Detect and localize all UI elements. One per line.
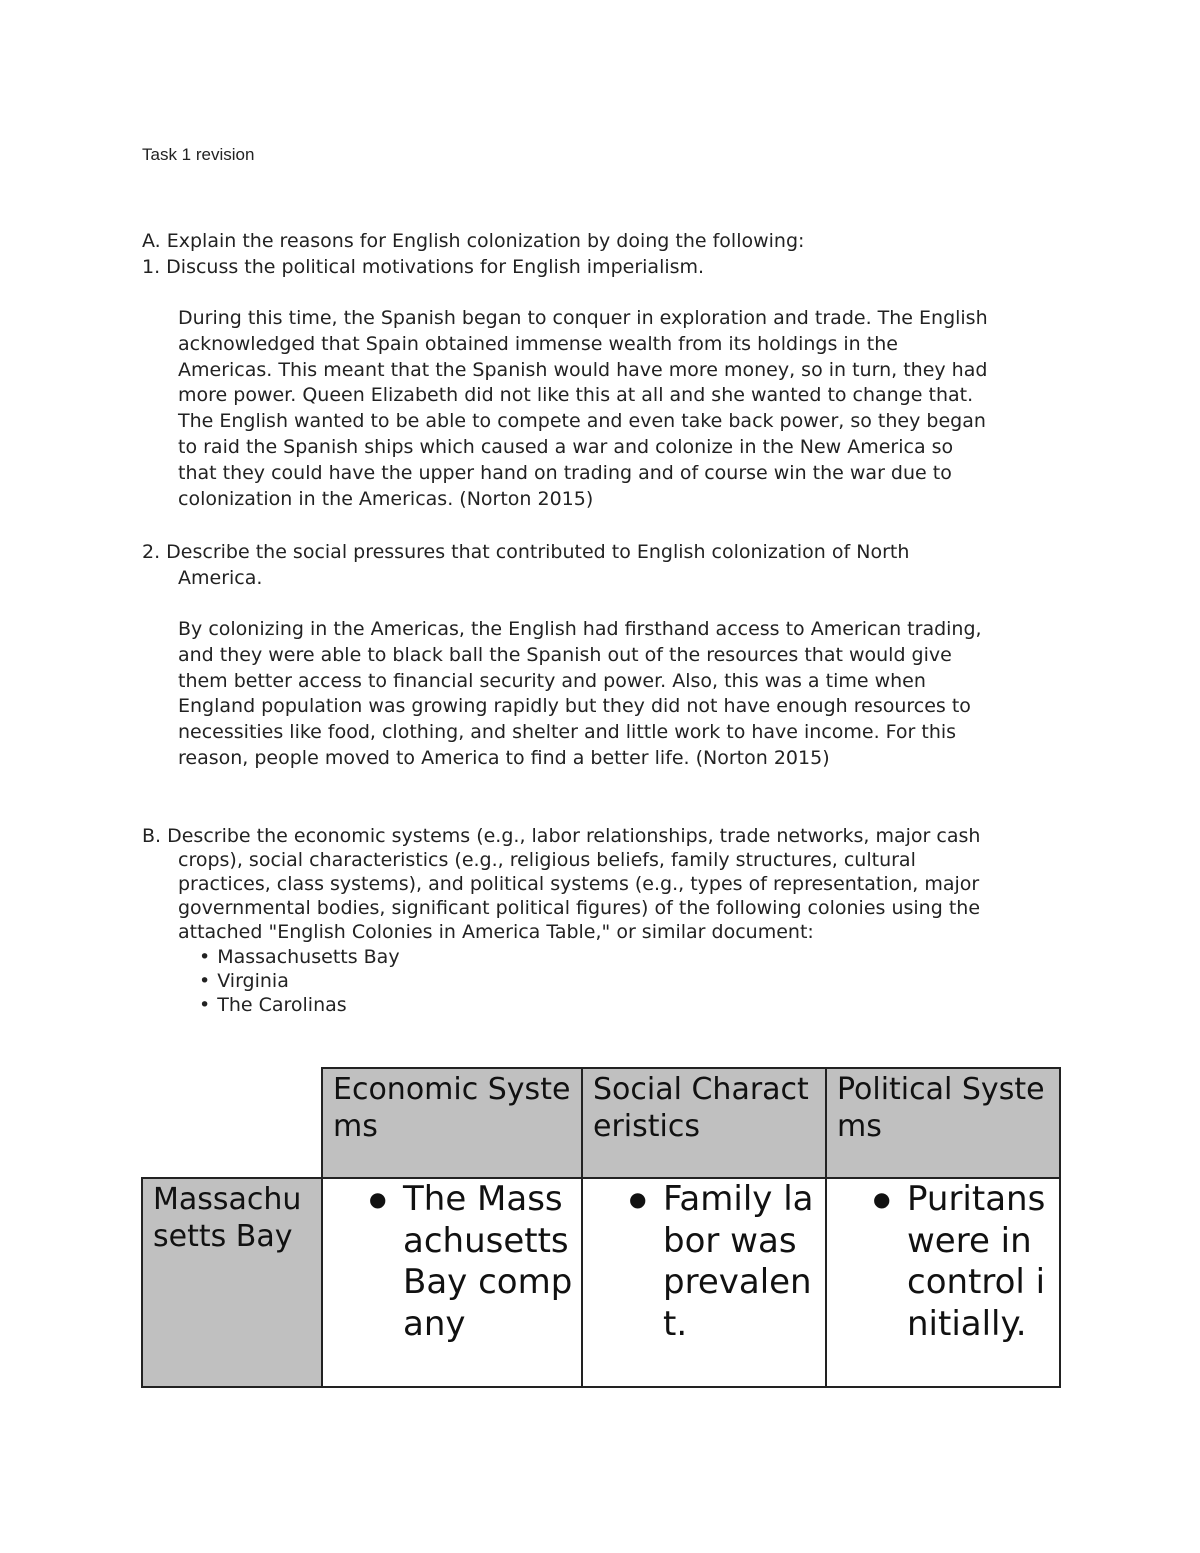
- answer-2: By colonizing in the Americas, the English had firsthand access to American trading, and they were able to black ball the Spanish out of the resources that would give them better access to financial security and power. Also, this was a time when England population was growing rapidly but they did not have enough resources to necessities like food, clothing, and shelter and little work to have income. For this reason, people moved to America to find a better life. (Norton 2015): [178, 618, 982, 769]
- cell-bullet-economic: ● The Massachusetts Bay company: [323, 1179, 581, 1345]
- cell-social: [582, 1178, 826, 1387]
- list-item: • Virginia: [199, 969, 400, 993]
- cell-economic: [322, 1178, 582, 1387]
- header-political-systems: Political Systems: [826, 1068, 1060, 1178]
- section-b-body: crops), social characteristics (e.g., religious beliefs, family structures, cultural practices, class systems), and political systems (e.g., types of representation, major governmental bodies, significant political figures) of the following colonies using the attached "English Colonies in America Table," or similar document:: [178, 849, 981, 943]
- header-economic-systems: Economic Systems: [322, 1068, 582, 1178]
- row-header-massachusetts-bay: Massachusetts Bay: [142, 1178, 322, 1387]
- cell-bullet-political: ● Puritans were in control initially.: [827, 1179, 1059, 1345]
- list-item: • The Carolinas: [199, 993, 400, 1017]
- colony-list: [199, 945, 400, 1017]
- section-a-heading: A. Explain the reasons for English colonization by doing the following:: [142, 230, 805, 252]
- question-2-line-1: 2. Describe the social pressures that contributed to English colonization of North: [142, 541, 910, 563]
- answer-1: During this time, the Spanish began to conquer in exploration and trade. The English acknowledged that Spain obtained immense wealth from its holdings in the Americas. This meant that the Spanish would have more money, so in turn, they had more power. Queen Elizabeth did not like this at all and she wanted to change that. The English wanted to be able to compete and even take back power, so they began to raid the Spanish ships which caused a war and colonize in the New America so that they could have the upper hand on trading and of course win the war due to colonization in the Americas. (Norton 2015): [178, 307, 988, 510]
- table-corner-cell: [142, 1068, 322, 1178]
- question-2-line-2: America.: [178, 567, 263, 589]
- cell-bullet-social: ● Family labor was prevalent.: [583, 1179, 825, 1345]
- list-item: • Massachusetts Bay: [199, 945, 400, 969]
- table-header-row: [142, 1068, 1060, 1178]
- header-social-characteristics: Social Characteristics: [582, 1068, 826, 1178]
- question-1: 1. Discuss the political motivations for English imperialism.: [142, 256, 705, 278]
- table-row: [142, 1178, 1060, 1387]
- cell-political: [826, 1178, 1060, 1387]
- document-title: Task 1 revision: [142, 145, 255, 164]
- section-b-heading: B. Describe the economic systems (e.g., labor relationships, trade networks, major cash: [142, 825, 981, 847]
- colonies-table: [141, 1067, 1061, 1388]
